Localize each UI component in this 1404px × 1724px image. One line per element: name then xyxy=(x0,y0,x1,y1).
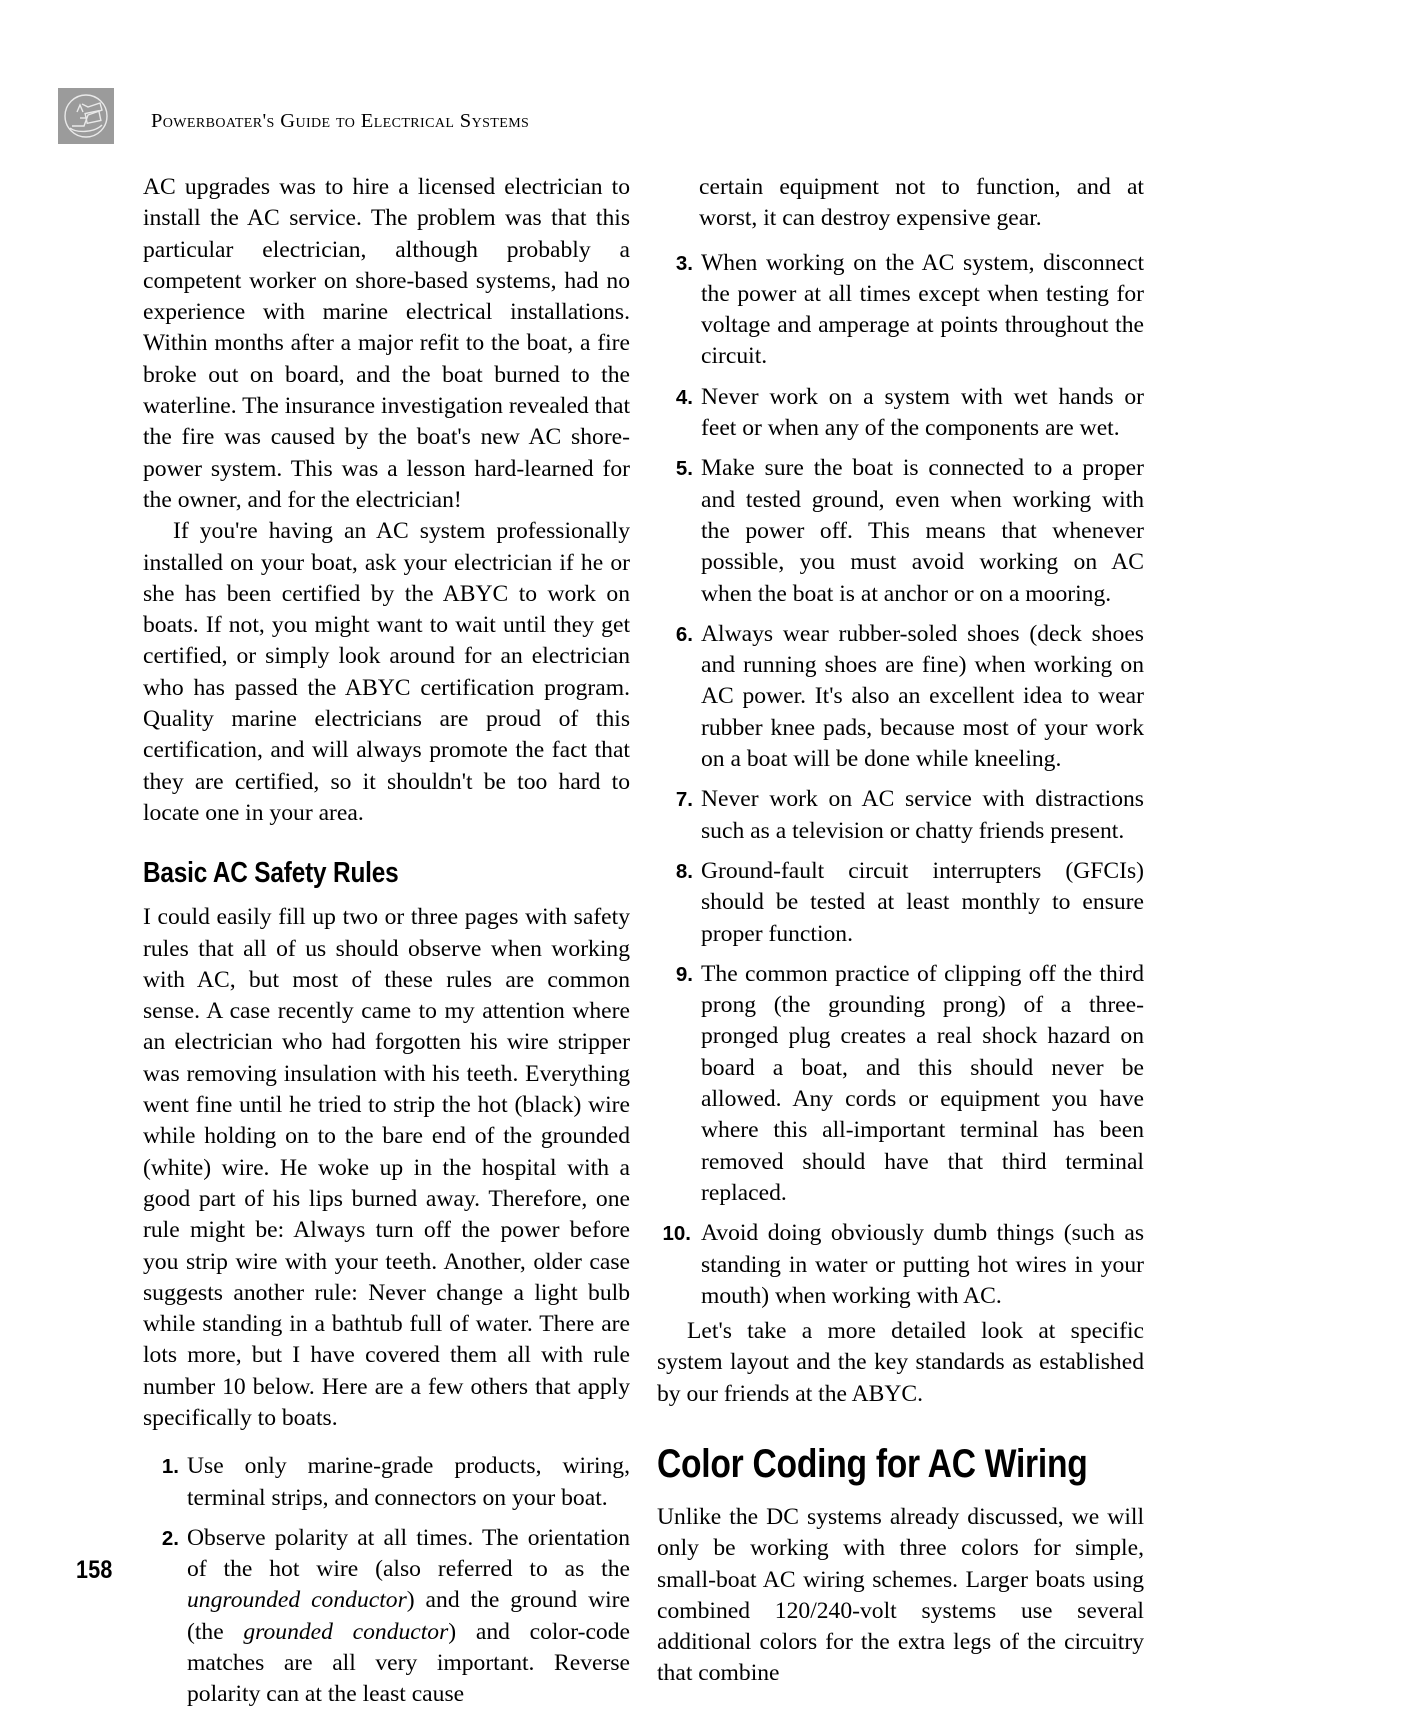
list-item-text: Make sure the boat is connected to a proper and tested ground, even when working with the power off. This means that whenever possible, you must avoid working on AC when the boat is at anchor or on a mooring. xyxy=(701,455,1144,607)
left-column xyxy=(143,172,630,1711)
list-item-number: 10. xyxy=(662,1222,691,1246)
list-item-number: 1. xyxy=(161,1455,179,1479)
spacer xyxy=(657,235,1144,244)
list-item xyxy=(657,959,1144,1209)
safety-rules-list-left xyxy=(143,1451,630,1710)
running-head-title: Powerboater's Guide to Electrical Systems xyxy=(151,110,530,132)
list-item xyxy=(657,248,1144,373)
paragraph-color-coding-intro: Unlike the DC systems already discussed, we will only be working with three colors for simple, small-boat AC wiring schemes. Larger boats using combined 120/240-volt systems use several additional colors for the extra legs of the circuitry that combine xyxy=(657,1503,1144,1687)
list-item-number: 3. xyxy=(675,251,693,275)
list-item-number: 5. xyxy=(675,457,693,481)
list-item-text: The common practice of clipping off the third prong (the grounding prong) of a three-pronged plug creates a real shock hazard on board a boat, and this should never be allowed. Any cords or equipment you have where this all-important terminal has been removed should have that third terminal replaced. xyxy=(701,960,1144,1206)
heading-color-coding-for-ac-wiring: Color Coding for AC Wiring xyxy=(657,1441,1088,1486)
list-item-number: 7. xyxy=(675,788,693,812)
list-item-number: 6. xyxy=(675,622,693,646)
book-logo-icon xyxy=(58,88,114,144)
paragraph-continuation: AC upgrades was to hire a licensed electrician to install the AC service. The problem was that this particular electrician, although probably a competent worker on shore-based systems, had no experience with marine electrical installations. Within months after a major refit to the boat, a fire broke out on board, and the boat burned to the waterline. The insurance investigation revealed that the fire was caused by the boat's new AC shore-power system. This was a lesson hard-learned for the owner, and for the electrician! xyxy=(143,174,630,513)
list-item-number: 9. xyxy=(675,962,693,986)
list-item-number: 2. xyxy=(161,1526,179,1550)
heading-basic-ac-safety-rules: Basic AC Safety Rules xyxy=(143,857,399,890)
list-item-text: When working on the AC system, disconnect the power at all times except when testing for voltage and amperage at points throughout the circuit. xyxy=(701,249,1144,370)
paragraph-closing: Let's take a more detailed look at specific system layout and the key standards as established by our friends at the ABYC. xyxy=(657,1318,1144,1407)
right-column xyxy=(657,172,1144,1690)
safety-rules-list-right xyxy=(657,248,1144,1313)
running-head xyxy=(58,88,1348,150)
list-item-text: Never work on AC service with distractions such as a television or chatty friends present. xyxy=(701,786,1144,844)
list-item-text: Always wear rubber-soled shoes (deck shoes and running shoes are fine) when working on AC power. It's also an excellent idea to wear rubber knee pads, because most of your work on a boat will be done while kneeling. xyxy=(701,620,1144,773)
list-item-text: Observe polarity at all times. The orientation of the hot wire (also referred to as the ungrounded conductor) and the ground wire (the grounded conductor) and color-code matches are all very important. Reverse polarity can at the least cause xyxy=(187,1524,631,1708)
list-item-text: Use only marine-grade products, wiring, terminal strips, and connectors on your boat. xyxy=(187,1453,630,1511)
paragraph-rule-2-continuation: certain equipment not to function, and at worst, it can destroy expensive gear. xyxy=(699,174,1144,232)
spacer xyxy=(143,1434,630,1447)
page-number: 158 xyxy=(76,1556,113,1584)
list-item-text: Ground-fault circuit interrupters (GFCIs) should be tested at least monthly to ensure proper function. xyxy=(701,857,1144,947)
list-item-text: Never work on a system with wet hands or feet or when any of the components are wet. xyxy=(701,383,1144,442)
paragraph-certification: If you're having an AC system professionally installed on your boat, ask your electrician if he or she has been certified by the ABYC to work on boats. If not, you might want to wait until they get certified, or simply look around for an electrician who has passed the ABYC certification program. Quality marine electricians are proud of this certification, and will always promote the fact that they are certified, so it shouldn't be too hard to locate one in your area. xyxy=(143,518,630,826)
list-item-number: 8. xyxy=(675,859,693,883)
list-item xyxy=(657,856,1144,950)
list-item xyxy=(657,1218,1144,1312)
list-item xyxy=(657,453,1144,609)
list-item xyxy=(143,1451,630,1514)
list-item-text: Avoid doing obviously dumb things (such as standing in water or putting hot wires in your mouth) when working with AC. xyxy=(701,1220,1144,1309)
paragraph-safety-intro: I could easily fill up two or three pages with safety rules that all of us should observe when working with AC, but most of these rules are common sense. A case recently came to my attention where an electrician who had forgotten his wire stripper was removing insulation with his teeth. Everything went fine until he tried to strip the hot (black) wire while holding on to the bare end of the grounded (white) wire. He woke up in the hospital with a good part of his lips burned away. Therefore, one rule might be: Always turn off the power before you strip wire with your teeth. Another, older case suggests another rule: Never change a light bulb while standing in a bathtub full of water. There are lots more, but I have covered them all with rule number 10 below. Here are a few others that apply specifically to boats. xyxy=(143,904,630,1431)
list-item xyxy=(657,784,1144,847)
list-item xyxy=(143,1523,630,1711)
list-item-number: 4. xyxy=(675,385,693,409)
list-item xyxy=(657,382,1144,445)
list-item xyxy=(657,619,1144,775)
